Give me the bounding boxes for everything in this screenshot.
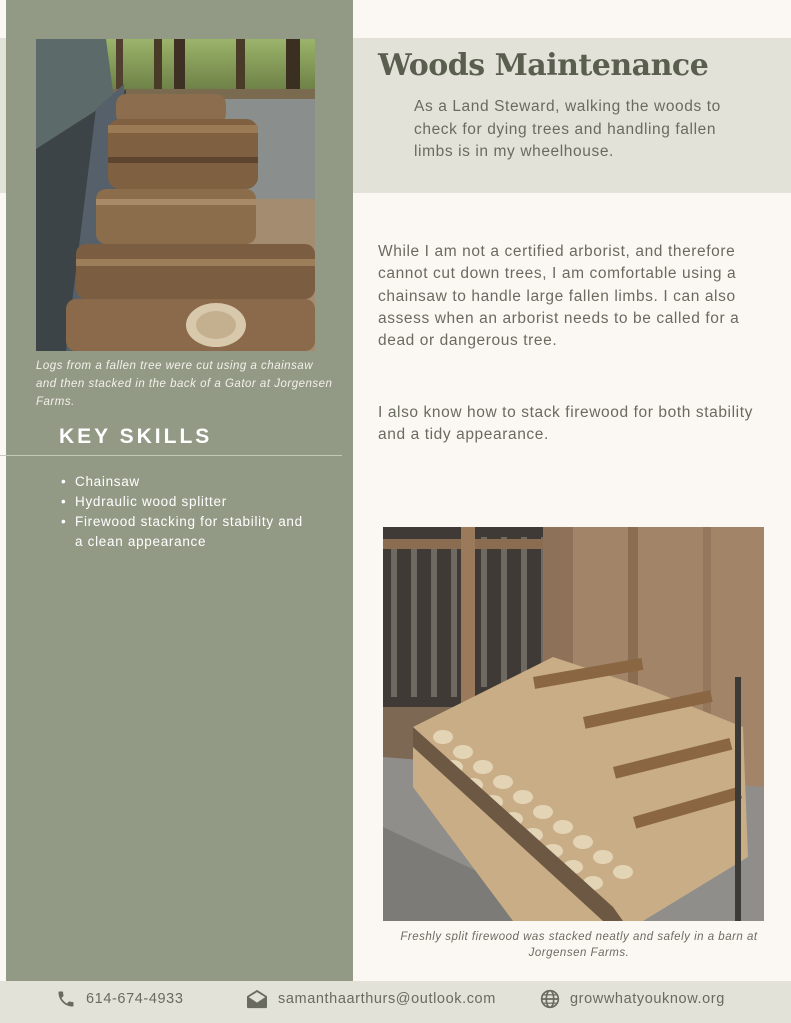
skill-item: • Chainsaw: [58, 472, 308, 492]
logs-photo: [36, 39, 315, 351]
firewood-photo-caption: Freshly split firewood was stacked neatly and safely in a barn at Jorgensen Farms.: [400, 931, 758, 959]
globe-icon: [540, 989, 560, 1009]
website-url: growwhatyouknow.org: [570, 991, 725, 1007]
mail-icon: [246, 989, 268, 1009]
key-skills-heading: KEY SKILLS: [59, 425, 213, 448]
firewood-photo: [383, 527, 764, 921]
footer-website[interactable]: [540, 981, 725, 1017]
body-paragraph-2: I also know how to stack firewood for both stability and a tidy appearance.: [378, 404, 753, 444]
logs-photo-caption: Logs from a fallen tree were cut using a chainsaw and then stacked in the back of a Gator at Jorgensen Farms.: [36, 360, 333, 408]
page-title: Woods Maintenance: [378, 48, 709, 83]
skill-item: • Firewood stacking for stability and a clean appearance: [58, 512, 308, 552]
body-paragraph-1: While I am not a certified arborist, and therefore cannot cut down trees, I am comfortable using a chainsaw to handle large fallen limbs. I can also assess when an arborist needs to be called for a dead or dangerous tree.: [378, 243, 740, 350]
footer-email[interactable]: [246, 981, 496, 1017]
email-address: samanthaarthurs@outlook.com: [278, 991, 496, 1007]
intro-text: As a Land Steward, walking the woods to check for dying trees and handling fallen limbs is in my wheelhouse.: [414, 98, 721, 160]
footer: [0, 981, 791, 1023]
footer-phone[interactable]: [56, 981, 184, 1017]
phone-number: 614-674-4933: [86, 991, 184, 1007]
skill-item: • Hydraulic wood splitter: [58, 492, 308, 512]
phone-icon: [56, 989, 76, 1009]
key-skills-list: [58, 472, 308, 552]
skills-divider: [0, 455, 342, 456]
